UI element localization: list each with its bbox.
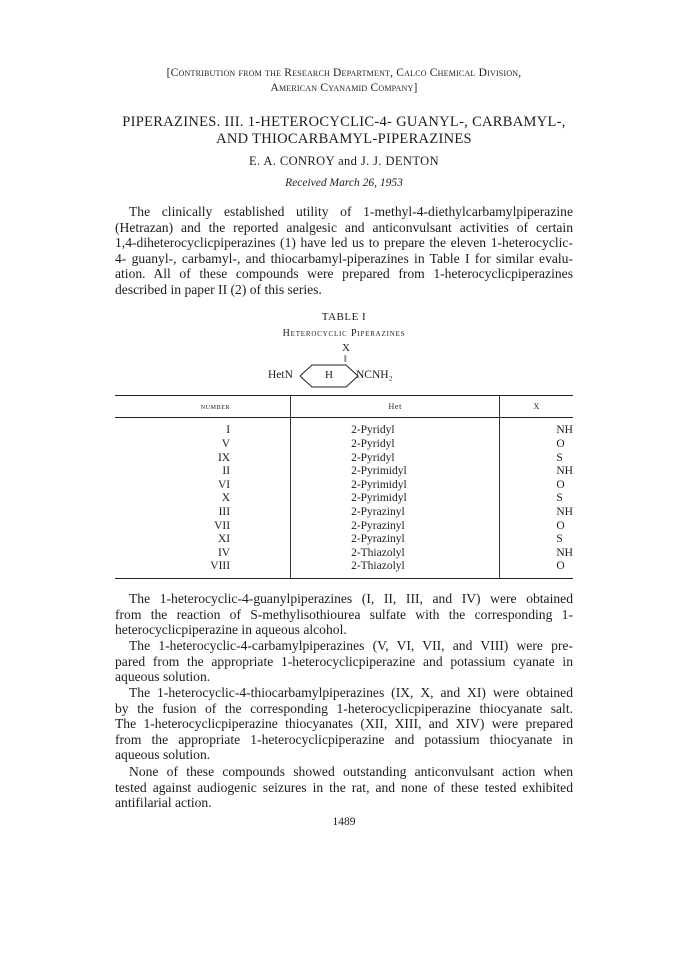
table-subtitle: Heterocyclic Piperazines [282,328,406,339]
cell-x: O [500,438,573,452]
cell-het: 2-Thiazolyl [291,560,500,578]
column-header-number: number [115,396,291,418]
table-row [115,506,573,520]
contribution-line-1: [Contribution from the Research Department, Calco Chemical Division, [166,67,522,79]
paper-title-line-2: AND THIOCARBAMYL-PIPERAZINES [216,131,472,147]
intro-line: described in paper II (2) of this series. [115,281,322,297]
cell-number: VII [214,519,231,532]
cell-x: NH [500,418,573,439]
table-header-row [115,396,573,418]
cell-het: 2-Pyridyl [291,418,500,439]
intro-line: The clinically established utility of 1-methyl-4-diethylcarbamylpiperazine [129,204,573,219]
table-row [115,438,573,452]
structure-group-label: NCNH₂ [356,369,393,381]
cell-x: O [500,479,573,493]
body-line: The 1-heterocyclic-4-carbamylpiperazines (V, VI, VII, and VIII) were pre- [129,638,573,653]
cell-het: 2-Pyrimidyl [291,492,500,506]
table-row [115,418,573,439]
cell-x: NH [500,547,573,561]
cell-number: IX [217,451,231,464]
cell-x: S [500,452,573,466]
cell-number: III [218,505,231,518]
cell-number: V [221,438,231,450]
intro-line: 1,4-diheterocyclicpiperazines (1) have led us to prepare the eleven 1-heterocyclic- [115,235,573,251]
table-row [115,452,573,466]
cell-het: 2-Pyrazinyl [291,533,500,547]
cell-number: XI [217,533,231,546]
body-line: aqueous solution. [115,747,211,763]
structure-x-label: X [342,342,350,354]
table-row [115,560,573,578]
cell-het: 2-Pyrimidyl [291,479,500,493]
paragraph-guanyl [115,591,573,638]
paragraph-thiocarbamyl [115,685,573,763]
cell-number: VIII [115,560,291,578]
intro-line: 4- guanyl-, carbamyl-, and thiocarbamyl-piperazines in Table I for similar evalu- [115,250,573,266]
intro-paragraph [115,204,573,298]
cell-x: NH [500,465,573,479]
body-line: The 1-heterocyclic-4-guanylpiperazines (I, II, III, and IV) were obtained [129,591,573,606]
cell-het: 2-Thiazolyl [291,547,500,561]
body-line: tested against audiogenic seizures in the rat, and none of these tested exhibited [115,779,573,795]
body-line: pared from the appropriate 1-heterocyclicpiperazine and potassium cyanate in [115,653,573,669]
body-line: from the appropriate 1-heterocyclicpiperazine and potassium thiocyanate in [115,731,573,747]
cell-x: S [500,492,573,506]
piperazine-structure [270,342,420,390]
table-row [115,492,573,506]
body-line: aqueous solution. [115,669,211,685]
page-number: 1489 [332,816,356,828]
paragraph-carbamyl [115,638,573,685]
table-row [115,479,573,493]
paper-title-line-1: PIPERAZINES. III. 1-HETEROCYCLIC-4- GUANYL-, CARBAMYL-, [122,114,566,130]
cell-het: 2-Pyrazinyl [291,506,500,520]
structure-double-bond: ‖ [344,354,347,365]
table-row [115,533,573,547]
cell-x: NH [500,506,573,520]
paragraph-conclusion [115,764,573,811]
cell-number: VI [217,478,231,491]
table-title: TABLE I [321,311,367,323]
cell-number: IV [217,546,231,559]
body-line: by the fusion of the corresponding 1-heterocyclicpiperazine thiocyanate salt. [115,700,573,716]
cell-number: X [221,492,231,505]
table-row [115,520,573,534]
heterocyclic-piperazines-table [115,395,573,579]
cell-het: 2-Pyrimidyl [291,465,500,479]
body-line: The 1-heterocyclic-4-thiocarbamylpiperazines (IX, X, and XI) were obtained [129,685,573,700]
body-line: The 1-heterocyclicpiperazine thiocyanates (XII, XIII, and XIV) were prepared [115,716,573,732]
cell-number: I [226,424,231,437]
body-line: heterocyclicpiperazine in aqueous alcohol. [115,622,347,638]
cell-x: O [500,560,573,578]
column-header-het: Het [291,396,500,418]
contribution-line-2: American Cyanamid Company] [270,82,418,94]
table-row [115,465,573,479]
intro-line: ation. All of these compounds were prepared from 1-heterocyclicpiperazines [115,266,573,282]
cell-x: O [500,520,573,534]
table-row [115,547,573,561]
cell-het: 2-Pyridyl [291,438,500,452]
body-line: antifilarial action. [115,795,212,811]
intro-line: (Hetrazan) and the reported analgesic and anticonvulsant activities of certain [115,219,573,235]
body-line: from the reaction of S-methylisothiourea sulfate with the corresponding 1- [115,606,573,622]
cell-number: II [222,465,231,478]
structure-het-label: HetN [268,369,293,381]
column-header-x: X [500,396,573,418]
cell-het: 2-Pyridyl [291,452,500,466]
body-line: None of these compounds showed outstanding anticonvulsant action when [129,764,573,779]
structure-ring-label: H [325,369,333,381]
cell-het: 2-Pyrazinyl [291,520,500,534]
cell-x: S [500,533,573,547]
authors: E. A. CONROY and J. J. DENTON [248,154,440,168]
received-date: Received March 26, 1953 [285,177,403,189]
